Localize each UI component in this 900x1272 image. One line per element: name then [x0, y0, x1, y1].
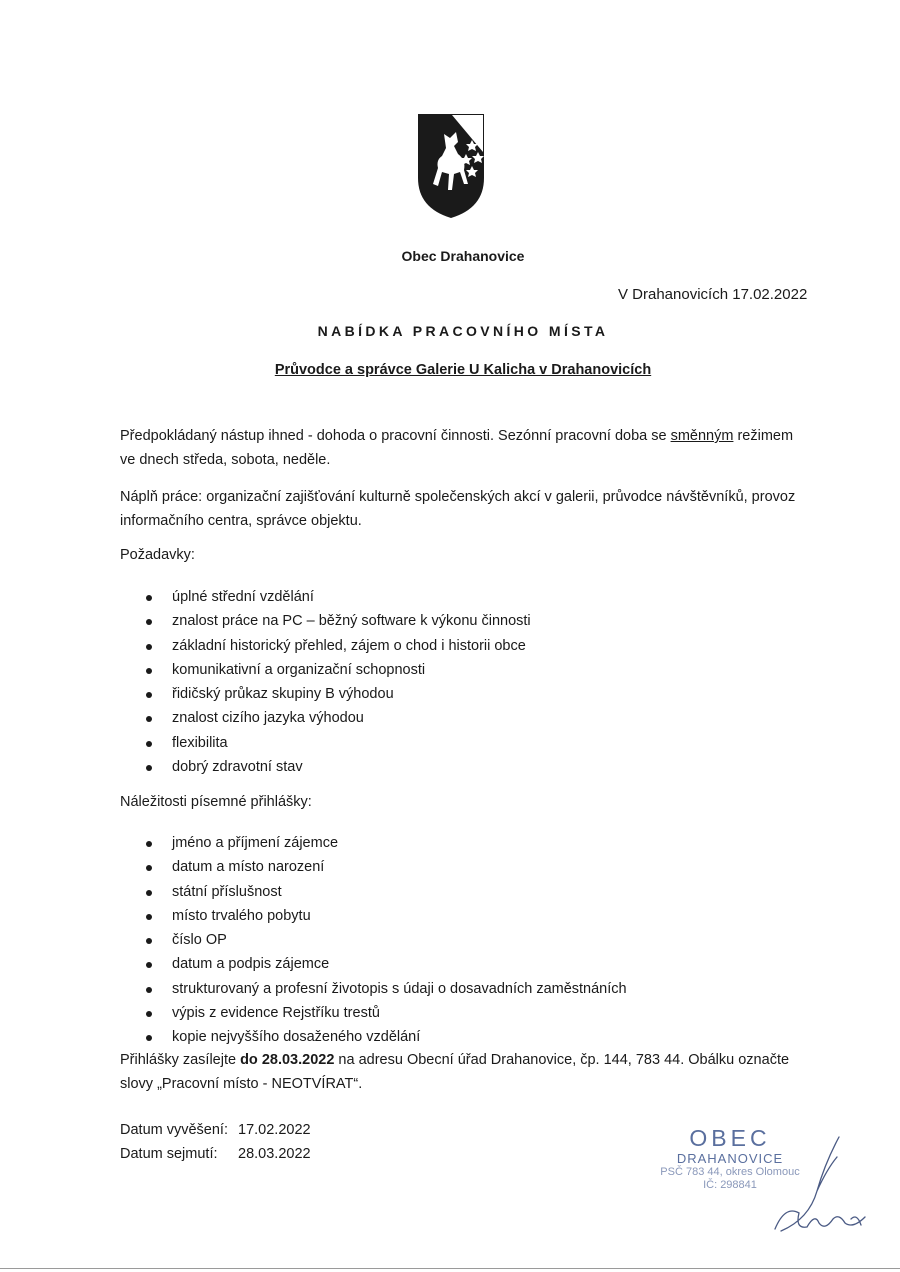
bullet-icon — [146, 865, 152, 871]
list-item: číslo OP — [144, 928, 627, 952]
deadline: do 28.03.2022 — [240, 1052, 335, 1068]
list-item: jméno a příjmení zájemce — [144, 831, 627, 855]
bullet-icon — [146, 668, 152, 674]
bullet-icon — [146, 987, 152, 993]
list-item: státní příslušnost — [144, 880, 627, 904]
submission-instructions: Přihlášky zasílejte do 28.03.2022 na adresu Obecní úřad Drahanovice, čp. 144, 783 44. Obálku označte slovy „Pracovní místo - NEOTVÍRAT“. — [120, 1052, 790, 1092]
signature-icon — [755, 1133, 875, 1245]
bullet-icon — [146, 938, 152, 944]
list-item: znalost cizího jazyka výhodou — [144, 706, 531, 730]
page-divider — [0, 1268, 900, 1269]
position-title: Průvodce a správce Galerie U Kalicha v Drahanovicích — [274, 362, 652, 378]
requirements-list — [144, 585, 531, 779]
list-item: znalost práce na PC – běžný software k výkonu činnosti — [144, 609, 531, 633]
list-item: místo trvalého pobytu — [144, 904, 627, 928]
application-list — [144, 831, 627, 1050]
list-item: kopie nejvyššího dosaženého vzdělání — [144, 1025, 627, 1049]
bullet-icon — [146, 1011, 152, 1017]
bullet-icon — [146, 962, 152, 968]
removed-date: Datum sejmutí: 28.03.2022 — [120, 1146, 311, 1162]
document-title: NABÍDKA PRACOVNÍHO MÍSTA — [317, 323, 609, 339]
bullet-icon — [146, 765, 152, 771]
intro-paragraph: Předpokládaný nástup ihned - dohoda o pracovní činnosti. Sezónní pracovní doba se směnným režimem ve dnech středa, sobota, neděle. — [120, 428, 794, 468]
bullet-icon — [146, 890, 152, 896]
bullet-icon — [146, 841, 152, 847]
list-item: řidičský průkaz skupiny B výhodou — [144, 682, 531, 706]
requirements-label: Požadavky: — [120, 547, 195, 563]
bullet-icon — [146, 716, 152, 722]
bullet-icon — [146, 595, 152, 601]
list-item: výpis z evidence Rejstříku trestů — [144, 1001, 627, 1025]
posted-date: Datum vyvěšení: 17.02.2022 — [120, 1122, 311, 1138]
bullet-icon — [146, 692, 152, 698]
official-stamp: OBEC DRAHANOVICE PSČ 783 44, okres Olomouc IČ: 298841 — [660, 1125, 800, 1191]
bullet-icon — [146, 619, 152, 625]
bullet-icon — [146, 644, 152, 650]
list-item: komunikativní a organizační schopnosti — [144, 658, 531, 682]
bullet-icon — [146, 1035, 152, 1041]
list-item: flexibilita — [144, 731, 531, 755]
list-item: dobrý zdravotní stav — [144, 755, 531, 779]
bullet-icon — [146, 914, 152, 920]
list-item: základní historický přehled, zájem o chod i historii obce — [144, 634, 531, 658]
organization-name: Obec Drahanovice — [401, 248, 525, 264]
list-item: datum a podpis zájemce — [144, 952, 627, 976]
place-date: V Drahanovicích 17.02.2022 — [618, 286, 808, 303]
coat-of-arms-icon — [416, 112, 486, 220]
job-description: Náplň práce: organizační zajišťování kulturně společenských akcí v galerii, průvodce návštěvníků, provoz informačního centra, správce objektu. — [120, 489, 796, 529]
list-item: strukturovaný a profesní životopis s údaji o dosavadních zaměstnáních — [144, 977, 627, 1001]
application-label: Náležitosti písemné přihlášky: — [120, 794, 312, 810]
bullet-icon — [146, 741, 152, 747]
list-item: úplné střední vzdělání — [144, 585, 531, 609]
list-item: datum a místo narození — [144, 855, 627, 879]
